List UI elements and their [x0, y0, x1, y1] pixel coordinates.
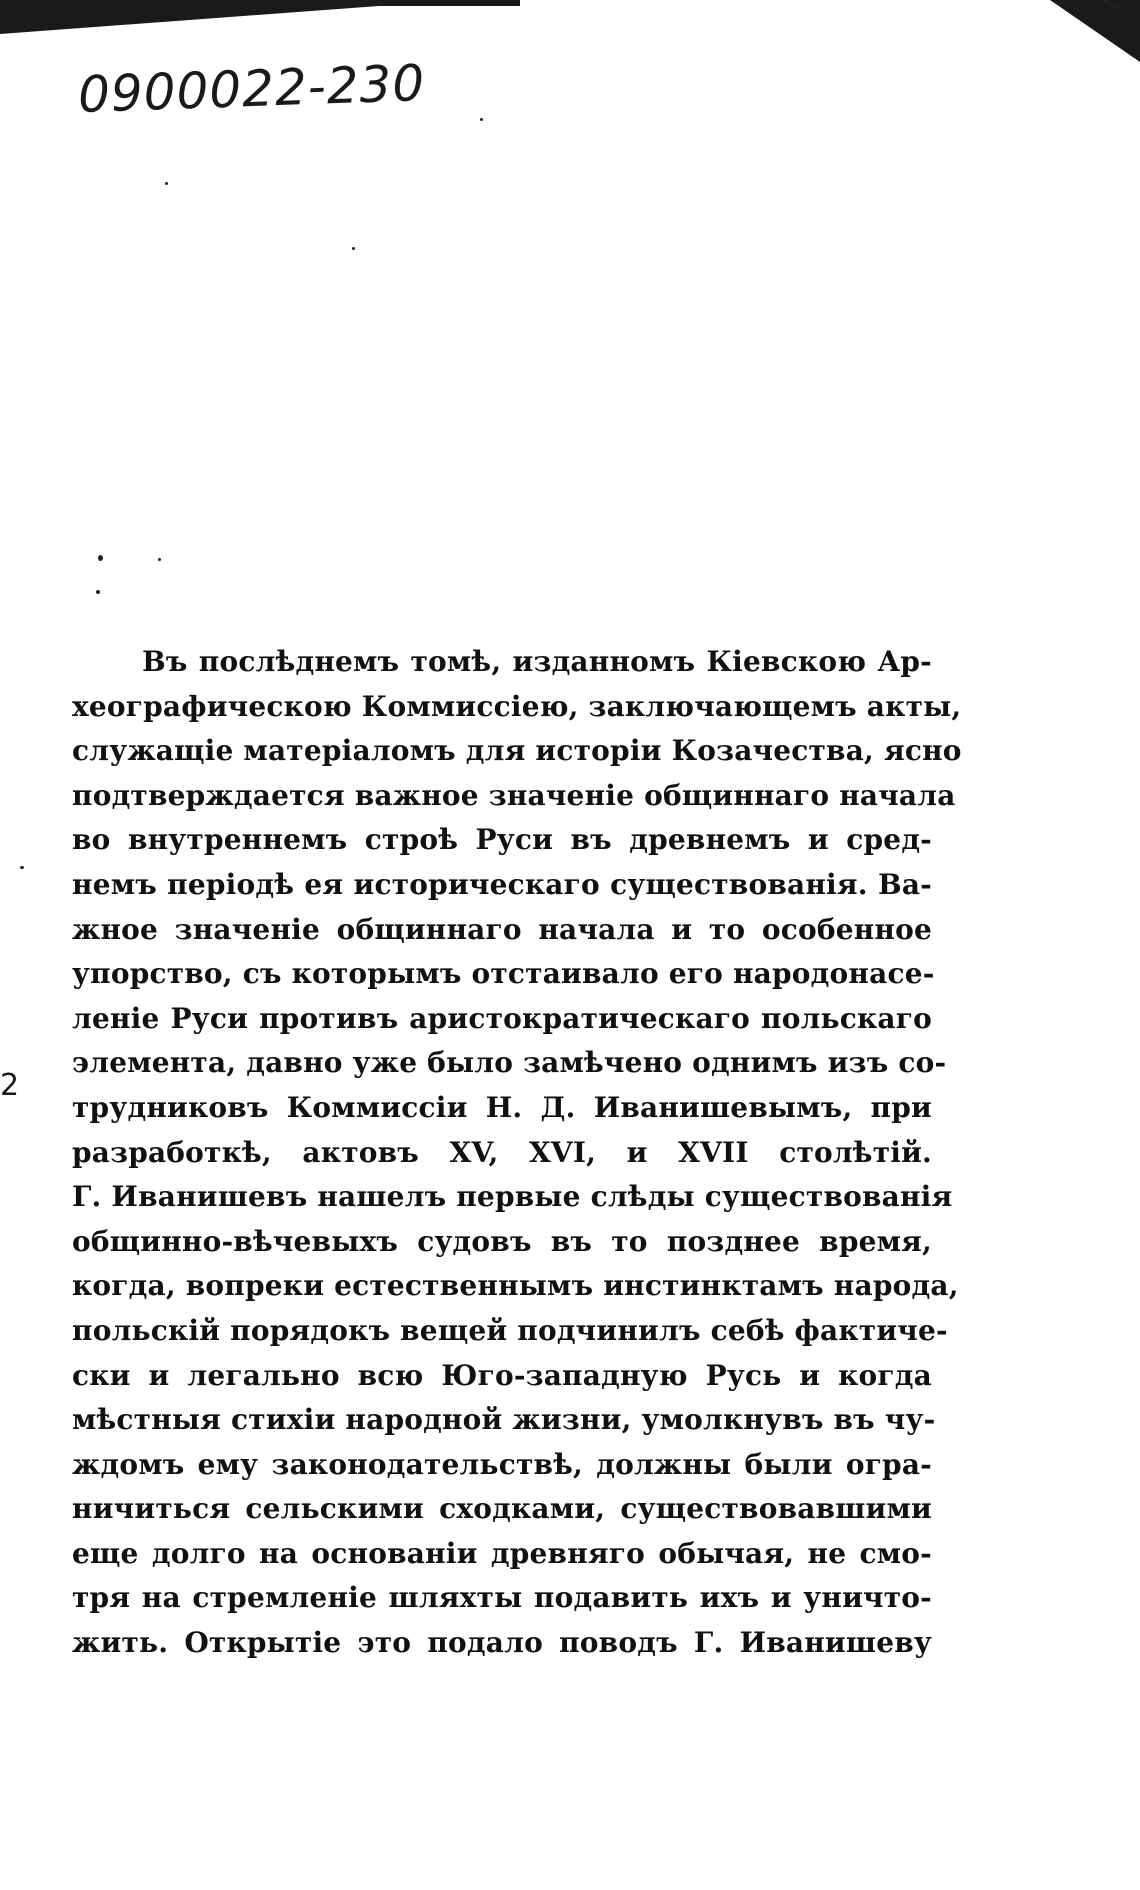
- scan-edge-top-left-band: [0, 0, 520, 6]
- text-line: Въ послѣднемъ томѣ, изданномъ Кіевскою Ар-: [142, 645, 932, 678]
- text-line: еще долго на основаніи древняго обычая, не смо-: [72, 1536, 932, 1570]
- scan-speck: [158, 558, 161, 561]
- text-line: польскій порядокъ вещей подчинилъ себѣ фактиче-: [72, 1313, 948, 1347]
- handwritten-catalog-number: 0900022-230: [77, 53, 427, 125]
- text-line: ски и легально всю Юго-западную Русь и когда: [72, 1358, 932, 1392]
- text-line: общинно-вѣчевыхъ судовъ въ то позднее время,: [72, 1224, 932, 1258]
- text-line: подтверждается важное значеніе общиннаго начала: [72, 778, 956, 812]
- text-line: во внутреннемъ строѣ Руси въ древнемъ и сред-: [72, 823, 932, 857]
- text-line: элемента, давно уже было замѣчено однимъ изъ со-: [72, 1046, 947, 1080]
- text-line: разработкѣ, актовъ XV, XVI, и XVII столѣтій.: [72, 1135, 932, 1169]
- scan-speck: [20, 866, 24, 869]
- text-line: жить. Открытіе это подало поводъ Г. Иванишеву: [72, 1626, 932, 1660]
- scan-speck: [96, 590, 100, 594]
- text-line: когда, вопреки естественнымъ инстинктамъ народа,: [72, 1269, 959, 1303]
- text-line: жное значеніе общиннаго начала и то особенное: [72, 912, 932, 946]
- scan-speck: [352, 247, 355, 250]
- text-line: хеографическою Коммиссіею, заключающемъ акты,: [72, 689, 962, 723]
- text-line: трудниковъ Коммиссіи Н. Д. Иванишевымъ, при: [72, 1090, 932, 1124]
- text-line: немъ періодѣ ея историческаго существованія. Ва-: [72, 867, 932, 901]
- body-paragraph: [72, 640, 962, 1666]
- scan-speck: [165, 182, 168, 185]
- scan-edge-top-right: [1050, 0, 1140, 62]
- text-line: ничиться сельскими сходками, существовавшими: [72, 1492, 932, 1526]
- scan-speck: [98, 555, 103, 561]
- scan-speck: [480, 118, 483, 121]
- text-line: упорство, съ которымъ отстаивало его народонасе-: [72, 957, 935, 991]
- text-line: служащіе матеріаломъ для исторіи Козачества, ясно: [72, 734, 962, 768]
- text-line: мѣстныя стихіи народной жизни, умолкнувъ въ чу-: [72, 1403, 936, 1437]
- text-line: Г. Иванишевъ нашелъ первые слѣды существованія: [72, 1180, 953, 1214]
- text-line: ждомъ ему законодательствѣ, должны были огра-: [72, 1447, 932, 1481]
- margin-mark: 2: [0, 1068, 20, 1103]
- text-line: тря на стремленіе шляхты подавить ихъ и уничто-: [72, 1581, 932, 1615]
- text-line: леніе Руси противъ аристократическаго польскаго: [72, 1001, 932, 1035]
